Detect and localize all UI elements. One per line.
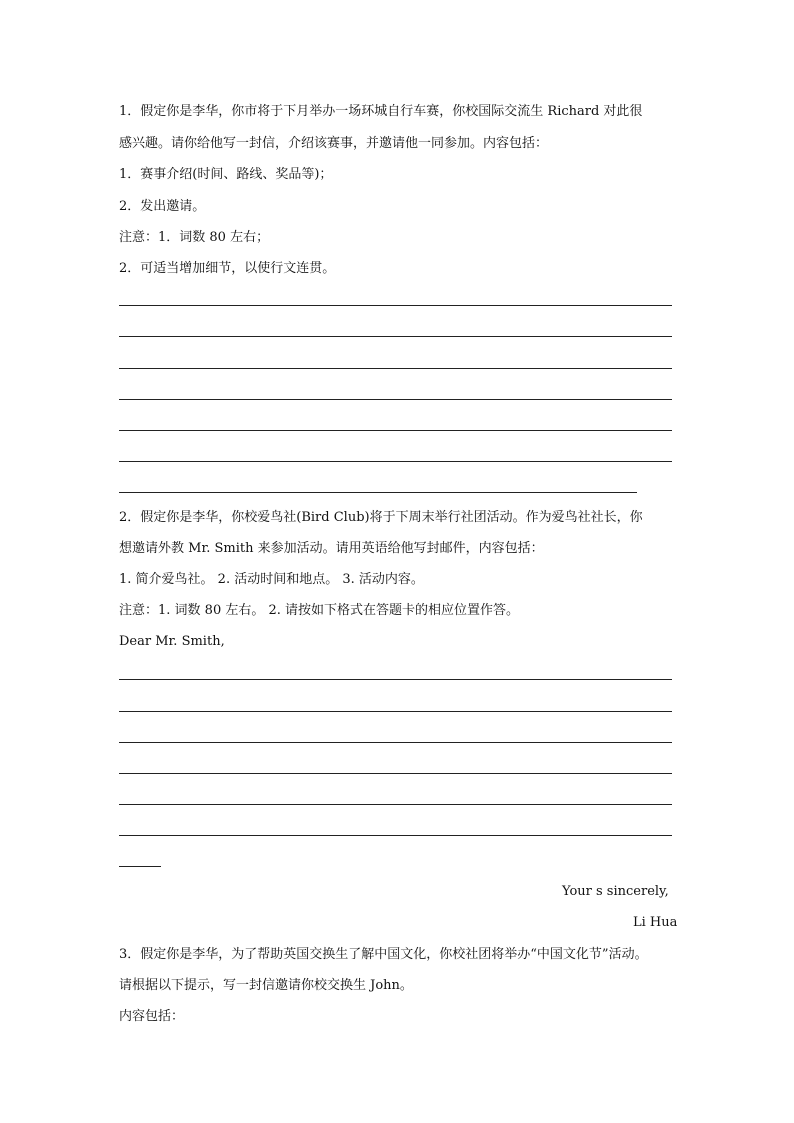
q1-prompt-line2: 感兴趣。请你给他写一封信，介绍该赛事，并邀请他一同参加。内容包括： — [119, 136, 549, 151]
q1-prompt-line1: 1．假定你是李华，你市将于下月举办一场环城自行车赛，你校国际交流生 Richard 对此很 — [119, 104, 643, 119]
q2-note: 注意：1. 词数 80 左右。 2. 请按如下格式在答题卡的相应位置作答。 — [119, 603, 520, 618]
q2-signature: Li Hua — [633, 915, 678, 930]
q2-content-items: 1. 简介爱鸟社。 2. 活动时间和地点。 3. 活动内容。 — [119, 572, 424, 587]
q1-answer-line — [119, 305, 672, 306]
q2-closing: Your s sincerely, — [562, 884, 669, 899]
q1-answer-line — [119, 336, 672, 337]
q1-answer-line — [119, 368, 672, 369]
q1-answer-line — [119, 461, 672, 462]
q2-answer-line — [119, 679, 672, 680]
q2-prompt-line2: 想邀请外教 Mr. Smith 来参加活动。请用英语给他写封邮件，内容包括： — [119, 541, 544, 556]
q2-salutation: Dear Mr. Smith, — [119, 634, 225, 649]
q3-prompt-line1: 3．假定你是李华，为了帮助英国交换生了解中国文化，你校社团将举办“中国文化节”活动。 — [119, 947, 648, 962]
q2-answer-line — [119, 804, 672, 805]
q1-content-item2: 2．发出邀请。 — [119, 199, 206, 214]
q2-answer-line — [119, 742, 672, 743]
q2-answer-line — [119, 866, 161, 867]
q1-note-line2: 2．可适当增加细节，以使行文连贯。 — [119, 261, 336, 276]
q2-prompt-line1: 2．假定你是李华，你校爱鸟社(Bird Club)将于下周末举行社团活动。作为爱鸟社社长，你 — [119, 510, 643, 525]
q2-answer-line — [119, 773, 672, 774]
q3-prompt-line2: 请根据以下提示，写一封信邀请你校交换生 John。 — [119, 978, 413, 993]
q1-note-line1: 注意：1．词数 80 左右； — [119, 230, 270, 245]
q2-answer-line — [119, 711, 672, 712]
q1-answer-line — [119, 430, 672, 431]
q1-answer-line — [119, 399, 672, 400]
q2-answer-line — [119, 835, 672, 836]
q1-content-item1: 1．赛事介绍(时间、路线、奖品等)； — [119, 167, 333, 182]
q3-content-heading: 内容包括： — [119, 1009, 185, 1024]
q1-answer-line — [119, 492, 637, 493]
